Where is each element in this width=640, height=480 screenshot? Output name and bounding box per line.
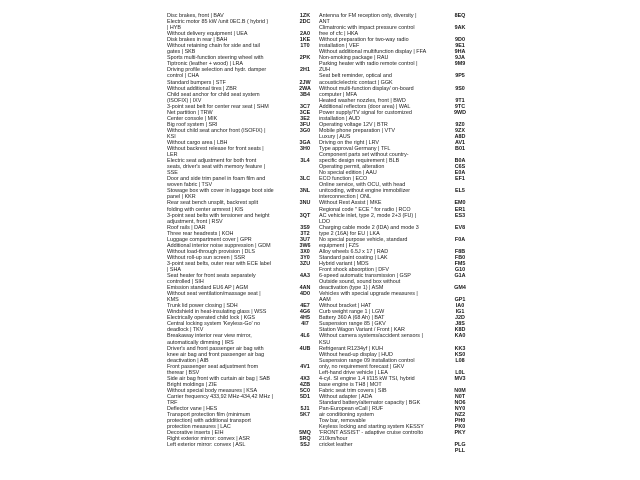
option-code: 3NU xyxy=(299,200,311,207)
equipment-description-line: Suspension range 85 | GKV xyxy=(319,321,386,328)
option-code: 8EQ xyxy=(454,13,466,19)
option-code: GM4 xyxy=(454,285,466,292)
equipment-description-line: Side air bag front with curtain air bag | SAB xyxy=(167,375,270,382)
equipment-description-line: Driver's and front passenger air bag with xyxy=(167,345,264,352)
option-code: ES3 xyxy=(454,212,466,219)
equipment-description-line: Luxury | AUS xyxy=(319,133,351,140)
equipment-description-line: Non-smoking package | RAU xyxy=(319,55,389,62)
option-code: 9AK xyxy=(454,25,466,32)
option-code: N0M xyxy=(454,387,466,394)
option-code: 4E7 xyxy=(300,303,310,310)
option-code: F0A xyxy=(454,236,466,243)
equipment-description-line: Vehicles with special upgrade measures | xyxy=(319,291,418,298)
option-code: 3U7 xyxy=(300,236,310,243)
equipment-description-line: Electric motor 85 kW /unit 0EC.B ( hybrid ) xyxy=(167,19,269,26)
option-code: 4A3 xyxy=(300,273,310,280)
equipment-description-line: Rear seat bench unsplit, backrest split xyxy=(167,200,259,207)
equipment-description-line: | SHA xyxy=(167,266,181,273)
option-code: PKY xyxy=(454,430,466,437)
equipment-description-line: seats, driver's seat with memory feature | xyxy=(167,164,265,171)
equipment-description-line: Additional reflectors (door area) | WAL xyxy=(319,103,411,110)
option-code: 4D0 xyxy=(300,291,310,298)
option-code: 2H1 xyxy=(300,67,310,74)
option-code: NO6 xyxy=(454,400,466,406)
equipment-description-line: Stowage box with cover in luggage boot side xyxy=(167,188,274,195)
option-code: EL5 xyxy=(455,188,465,195)
equipment-description-line: 3-point seat belts, outer rear with ECE label xyxy=(167,260,271,267)
equipment-description-line: Fabric seat trim covers | SIB xyxy=(319,387,387,394)
option-code: EM0 xyxy=(454,200,466,207)
option-code: 1ZK xyxy=(299,13,311,19)
equipment-description-line: TRF xyxy=(167,400,178,406)
equipment-description-line: Disc brakes, front | BAV xyxy=(167,13,224,19)
option-code: A8D xyxy=(454,133,466,140)
option-code: G10 xyxy=(454,266,466,273)
equipment-description-line: Left exterior mirror: convex | ASL xyxy=(167,442,246,449)
option-code: KS0 xyxy=(454,351,466,358)
equipment-description-line: Seat heater for front seats separately xyxy=(167,273,256,280)
equipment-description-line: air conditioning system xyxy=(319,412,374,419)
option-code: 3LC xyxy=(299,176,311,183)
equipment-description-line: Climatronic with impact pressure control xyxy=(319,25,415,32)
equipment-description-line: Without roll-up sun screen | SSR xyxy=(167,254,246,261)
option-code: PLG xyxy=(454,442,466,449)
option-code: 3T2 xyxy=(300,230,310,237)
option-code: L0L xyxy=(455,369,465,376)
equipment-description-line: Standard battery/alternator capacity | BGK xyxy=(319,400,421,406)
option-code: 2JW xyxy=(299,79,311,86)
equipment-description-line: panel | KKR xyxy=(167,194,196,201)
option-code: N0T xyxy=(454,393,466,400)
equipment-description-line: Hybrid variant | MDS xyxy=(319,260,369,267)
option-code: 4AN xyxy=(299,285,311,292)
option-code: AV1 xyxy=(454,139,466,146)
equipment-description-line: only, no requirement forecast | GKV xyxy=(319,363,405,370)
equipment-description-line: Left-hand drive vehicle | LEA xyxy=(319,369,388,376)
equipment-description-line: Outside sound, sound box without xyxy=(319,279,401,286)
option-code: K8D xyxy=(454,327,466,334)
equipment-description-line: Without bracket | HAT xyxy=(319,303,372,310)
equipment-description-line: deactivation | AIB xyxy=(167,357,209,364)
equipment-description-line: Three rear headrests | KOH xyxy=(167,230,234,237)
equipment-description-line: Without backrest release for front seats | xyxy=(167,146,264,153)
option-code: MV3 xyxy=(454,375,466,382)
option-code: J8S xyxy=(455,321,465,328)
option-code: 1KE xyxy=(299,37,311,44)
equipment-description-line: Without preparation for two-way radio xyxy=(319,37,409,44)
equipment-description-line: Driving profile selection and hydr. damper xyxy=(167,67,267,74)
equipment-description-line: Carrier frequency 433,92 MHz-434,42 MHz | xyxy=(167,393,273,400)
equipment-description-line: Without head-up display | HUD xyxy=(319,351,393,358)
option-code: 9TC xyxy=(454,103,466,110)
equipment-description-line: interconnection | ONL xyxy=(319,194,372,201)
option-code: PK0 xyxy=(454,424,466,431)
option-code: 9WD xyxy=(454,109,466,116)
equipment-description-line: Station Wagon Variant / Front | KAR xyxy=(319,327,405,334)
equipment-description-line: Mobile phone preparation | VTV xyxy=(319,127,396,134)
option-code: 4ZB xyxy=(299,381,311,388)
equipment-description-line: SSE xyxy=(167,170,178,177)
equipment-description-line: base engine is TH8 | MOT xyxy=(319,381,382,388)
equipment-description-line: Without additional tires | ZBR xyxy=(167,85,237,92)
equipment-description-line: Front passenger seat adjustment from xyxy=(167,363,259,370)
equipment-description-line: Without load-through provision | DLS xyxy=(167,248,255,255)
equipment-description-line: Transport protection film (minimum xyxy=(167,412,251,419)
option-code: F8B xyxy=(454,248,466,255)
equipment-description-line: woven fabric | TSV xyxy=(167,182,213,189)
equipment-description-line: cricket leather xyxy=(319,442,353,449)
option-code: ER1 xyxy=(454,206,466,213)
equipment-description-line: Regional code " ECE " for radio | RCO xyxy=(319,206,411,213)
equipment-description-line: 3-point seat belt for center rear seat | SHM xyxy=(167,103,269,110)
equipment-description-line: Emission standard EU6 AP | AGM xyxy=(167,285,248,292)
equipment-description-line: Child seat anchor for child seat system xyxy=(167,91,260,98)
option-code: 3H0 xyxy=(300,146,310,153)
equipment-description-line: Without Rest Assist | MKE xyxy=(319,200,382,207)
equipment-description-line: free of cfc | HKA xyxy=(319,31,359,38)
option-code: 2WA xyxy=(299,85,311,92)
equipment-description-line: KSU xyxy=(319,339,331,346)
option-code: 5RQ xyxy=(299,436,311,443)
option-code: 9HA xyxy=(454,49,466,56)
equipment-description-line: deactivation (type 1) | ASM xyxy=(319,285,384,292)
option-code: 3G0 xyxy=(299,127,311,134)
equipment-description-line: KSI xyxy=(167,133,176,140)
option-code: 9S0 xyxy=(455,85,465,92)
equipment-description-line: Without seat ventilation/massage seat | xyxy=(167,291,261,298)
equipment-description-line: 4-cyl. SI engine 1.4 l/115 kW TSI, hybrid xyxy=(319,375,415,382)
option-code: B0A xyxy=(454,158,466,165)
option-code: 5D1 xyxy=(300,393,310,400)
option-code: 3E2 xyxy=(300,115,310,122)
equipment-description-line: 'FRONT ASSIST' - adaptive cruise controlto xyxy=(319,430,424,437)
option-code: IA0 xyxy=(455,303,465,310)
option-code: 4UB xyxy=(299,345,311,352)
option-code: NY0 xyxy=(454,406,466,413)
equipment-description-line: Trunk lid power closing | SDH xyxy=(167,303,238,310)
option-code: 9T1 xyxy=(455,97,465,104)
equipment-description-line: Luggage compartment cover | GPR xyxy=(167,236,252,243)
equipment-description-line: equipment | FZS xyxy=(319,242,359,249)
equipment-description-line: specific design requirement | BLB xyxy=(319,158,400,165)
option-code: 3CE xyxy=(299,109,311,116)
equipment-description-line: AC vehicle inlet, type 2, mode 2+3 (FU) | xyxy=(319,212,417,219)
option-code: 3X0 xyxy=(300,248,310,255)
option-code: IG1 xyxy=(455,309,465,316)
option-code: KA0 xyxy=(454,333,466,340)
option-code: 5C0 xyxy=(300,387,310,394)
option-code: 9JA xyxy=(455,55,465,62)
equipment-description-line: Right exterior mirror: convex | ASR xyxy=(167,436,250,443)
option-code: EV8 xyxy=(454,224,466,231)
option-code: FM5 xyxy=(454,260,466,267)
option-code: 5SJ xyxy=(300,442,310,449)
equipment-description-line: Type approval Germany | TFL xyxy=(319,146,391,153)
equipment-description-line: 3-point seat belts with tensioner and height xyxy=(167,212,270,219)
equipment-description-line: Without additional multifunction display | FFA xyxy=(319,49,427,56)
equipment-description-line: Decorative inserts | EIH xyxy=(167,430,224,437)
equipment-description-line: type 2 (16A) for EU | LKA xyxy=(319,230,380,237)
equipment-description-line: 210km/hour xyxy=(319,436,348,443)
option-code: 4G6 xyxy=(299,309,311,316)
right-description-column xyxy=(319,13,445,448)
equipment-description-line: Center console | MIK xyxy=(167,115,218,122)
equipment-description-line: KMS xyxy=(167,297,179,304)
option-code: C6S xyxy=(454,164,466,171)
equipment-description-line: Online service, with OCU, with head xyxy=(319,182,406,189)
equipment-description-line: deadlock | TKV xyxy=(167,327,204,334)
equipment-description-line: Without camera systems/accident sensors | xyxy=(319,333,423,340)
equipment-description-line: Without child seat anchor front (ISOFIX) | xyxy=(167,127,266,134)
option-code: 9D0 xyxy=(455,37,465,44)
equipment-description-line: computer | MFA xyxy=(319,91,357,98)
equipment-description-line: Deflector vane | HES xyxy=(167,406,218,413)
equipment-description-line: ZUH xyxy=(319,67,331,74)
option-code: 3ZU xyxy=(299,260,311,267)
option-code: 3C7 xyxy=(300,103,310,110)
equipment-description-line: control | CHA xyxy=(167,73,199,80)
equipment-description-line: No special purpose vehicle, standard xyxy=(319,236,408,243)
equipment-description-line: LDO xyxy=(319,218,331,225)
option-code: 4H5 xyxy=(300,315,310,322)
equipment-description-line: knee air bag and front passenger air bag xyxy=(167,351,265,358)
option-code: 9ZX xyxy=(455,127,465,134)
equipment-description-line: Without adapter | ADA xyxy=(319,393,373,400)
equipment-description-line: Parking heater with radio remote control | xyxy=(319,61,418,68)
equipment-description-line: Operating permit, alteration xyxy=(319,164,385,171)
right-code-column xyxy=(446,13,474,454)
equipment-description-line: unitcoding, without engine immobilizer xyxy=(319,188,411,195)
option-code: 5J1 xyxy=(300,406,310,413)
equipment-description-line: Without special body measures | KSA xyxy=(167,387,258,394)
option-code: 3S9 xyxy=(300,224,310,231)
equipment-description-line: Power supply/TV signal for customized xyxy=(319,109,412,116)
option-code: 3FU xyxy=(299,121,311,128)
equipment-description-line: Disk brakes in rear | BAH xyxy=(167,37,228,44)
equipment-description-line: Driving on the right | LRV xyxy=(319,139,380,146)
equipment-description-line: Windshield in heat-insulating glass | WSS xyxy=(167,309,267,316)
equipment-description-line: Keyless locking and starting system KESSY xyxy=(319,424,424,431)
equipment-description-line: Door and side trim panel in foam film and xyxy=(167,176,266,183)
option-code: 1T0 xyxy=(300,43,310,50)
option-code: E0A xyxy=(454,170,466,177)
option-code: 9E1 xyxy=(455,43,465,50)
option-code: 3W6 xyxy=(299,242,311,249)
option-code: 3GA xyxy=(299,139,311,146)
option-code: 3L4 xyxy=(300,158,310,165)
equipment-description-line: Suspension range 09 installation control xyxy=(319,357,415,364)
equipment-description-line: Electric seat adjustment for both front xyxy=(167,158,257,165)
option-code: 9Z0 xyxy=(455,121,465,128)
equipment-description-line: gates | SKB xyxy=(167,49,196,56)
equipment-description-line: Operating voltage 12V | BTR xyxy=(319,121,388,128)
option-code: B01 xyxy=(455,146,465,153)
equipment-description-line: protection measures | LAC xyxy=(167,424,231,431)
equipment-description-line: Charging cable mode 2 (IDA) and mode 3 xyxy=(319,224,419,231)
equipment-description-line: Net partition | TRW xyxy=(167,109,213,116)
equipment-description-line: Standard bumpers | STF xyxy=(167,79,226,86)
equipment-description-line: Central locking system 'Keyless-Go' no xyxy=(167,321,261,328)
option-code: PLL xyxy=(454,448,466,455)
equipment-description-line: AAM xyxy=(319,297,331,304)
option-code: 4I7 xyxy=(301,321,309,328)
option-code: 4L6 xyxy=(300,333,310,340)
equipment-description-line: (ISOFIX) | IXV xyxy=(167,97,202,104)
equipment-description-line: acoustic/electric contact | GGK xyxy=(319,79,393,86)
option-code: KK3 xyxy=(454,345,466,352)
option-code: FB0 xyxy=(454,254,466,261)
option-code: 3B4 xyxy=(300,91,310,98)
equipment-description-line: No special edition | AAU xyxy=(319,170,377,177)
equipment-description-line: 6-speed automatic transmission | GSP xyxy=(319,273,411,280)
option-code: 2DC xyxy=(299,19,311,26)
equipment-description-line: protection) with additional transport xyxy=(167,418,251,425)
equipment-description-line: Without delivery equipment | UEA xyxy=(167,31,248,38)
left-description-column xyxy=(167,13,293,448)
equipment-description-line: Without multi-function display/ on-board xyxy=(319,85,414,92)
option-code: PH0 xyxy=(454,418,466,425)
equipment-description-line: Roof rails | DAR xyxy=(167,224,206,231)
equipment-description-line: Standard paint coating | LAK xyxy=(319,254,388,261)
option-code: EF1 xyxy=(455,176,465,183)
equipment-description-line: automatically dimming | IRS xyxy=(167,339,234,346)
left-code-column xyxy=(294,13,316,448)
equipment-description-line: installation | VEF xyxy=(319,43,360,50)
option-code: 3Y0 xyxy=(300,254,310,261)
option-code: 9P5 xyxy=(455,73,465,80)
equipment-description-line: LER xyxy=(167,152,178,159)
equipment-description-line: Heated washer nozzles, front | BWD xyxy=(319,97,406,104)
equipment-description-line: Seat belt reminder, optical and xyxy=(319,73,392,80)
option-code: GP1 xyxy=(454,297,466,304)
equipment-description-line: Without retaining chain for side and tail xyxy=(167,43,260,50)
equipment-description-line: Without cargo area | LBH xyxy=(167,139,228,146)
equipment-description-line: ANT xyxy=(319,19,330,26)
equipment-description-line: Breakaway interior rear view mirror, xyxy=(167,333,252,340)
equipment-description-line: Tiptronic (leather + wood) | LRA xyxy=(167,61,243,68)
equipment-description-line: Electrically operated child lock | KGS xyxy=(167,315,255,322)
option-code: 4V1 xyxy=(300,363,310,370)
equipment-description-line: Bright moldings | ZIE xyxy=(167,381,217,388)
equipment-description-line: | HYB xyxy=(167,25,181,32)
equipment-description-line: installation | AUD xyxy=(319,115,360,122)
equipment-description-line: Refrigerant R1234yf | KUH xyxy=(319,345,384,352)
equipment-description-line: Battery 360 A (68 Ah) | BAT xyxy=(319,315,385,322)
option-code: 2A0 xyxy=(300,31,310,38)
option-code: 4X3 xyxy=(300,375,310,382)
equipment-description-line: controlled | SIH xyxy=(167,279,204,286)
equipment-description-line: therear | BSV xyxy=(167,369,200,376)
equipment-description-line: Front shock absorption | DFV xyxy=(319,266,390,273)
equipment-description-line: Curb weight range 1 | LGW xyxy=(319,309,385,316)
equipment-description-line: folding with center armrest | KIS xyxy=(167,206,244,213)
option-code: L08 xyxy=(455,357,465,364)
option-code: J2D xyxy=(455,315,465,322)
option-code: 2PK xyxy=(299,55,311,62)
option-code: 3QT xyxy=(299,212,311,219)
equipment-description-line: Sports multi-function steering wheel with xyxy=(167,55,264,62)
equipment-description-line: Component parts set without country- xyxy=(319,152,409,159)
equipment-description-line: Additional interior noise suppression | GDM xyxy=(167,242,271,249)
option-code: NZ2 xyxy=(454,412,466,419)
option-code: 3NL xyxy=(299,188,311,195)
equipment-description-line: Pan-European eCall | RUF xyxy=(319,406,384,413)
option-code: 5K7 xyxy=(300,412,310,419)
option-code: 5MQ xyxy=(299,430,311,437)
equipment-description-line: ECO function | ECO xyxy=(319,176,368,183)
equipment-description-line: Big roof system | SRI xyxy=(167,121,218,128)
equipment-description-line: Antenna for FM reception only, diversity | xyxy=(319,13,417,19)
equipment-description-line: Tow bar, removable xyxy=(319,418,366,425)
equipment-description-line: Alloy wheels 6.5J x 17 | RAD xyxy=(319,248,389,255)
equipment-description-line: adjustment, front | RSV xyxy=(167,218,223,225)
option-code: 9M9 xyxy=(454,61,466,68)
option-code: G1A xyxy=(454,273,466,280)
